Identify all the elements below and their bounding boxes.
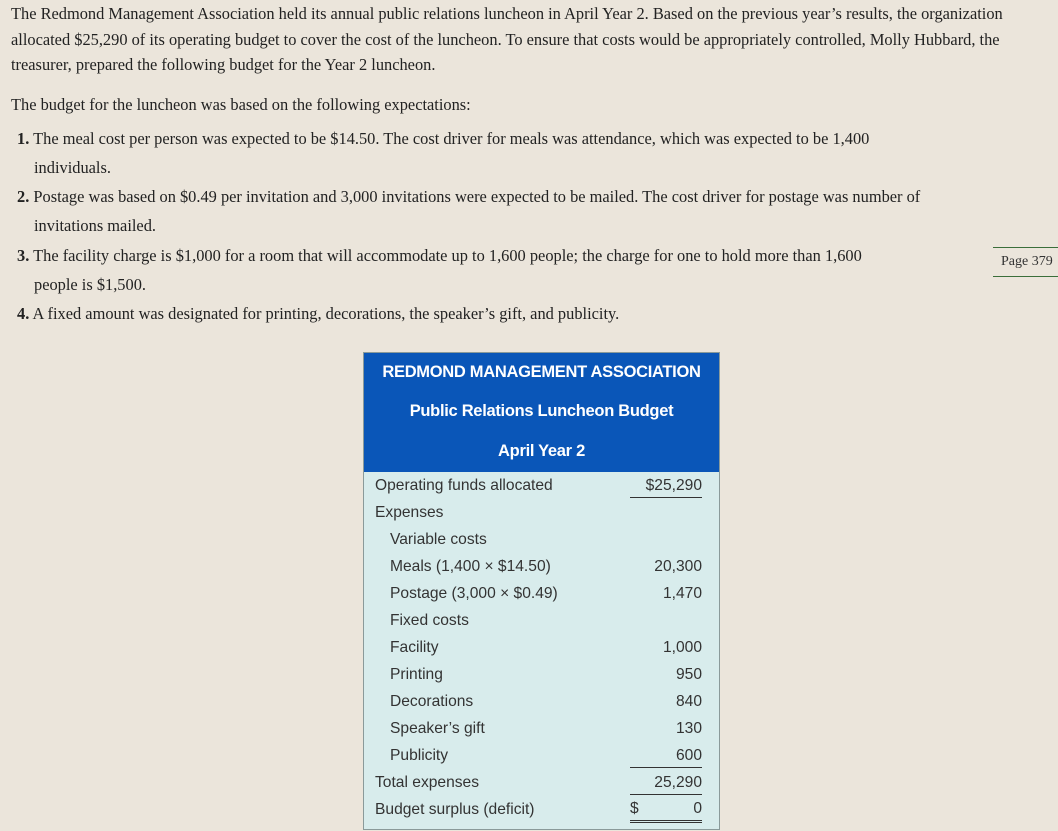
budget-row-speakers-gift (364, 716, 719, 743)
budget-period: April Year 2 (498, 441, 585, 460)
budget-row-postage (364, 581, 719, 608)
row-label: Variable costs (390, 531, 487, 549)
expectation-item-4 (17, 299, 1052, 328)
intro-paragraph: The Redmond Management Association held its annual public relations luncheon in April Year 2. Based on the previous year’s results, the organization allocated $25,290 of its operating budget to cover the cost of the luncheon. To ensure that costs would be appropriately controlled, Molly Hubbard, the treasurer, prepared the following budget for the Year 2 luncheon. (11, 4, 1003, 74)
row-label: Meals (1,400 × $14.50) (390, 558, 551, 576)
item-text: The facility charge is $1,000 for a room that will accommodate up to 1,600 people; the charge for one to hold more than 1,600 (33, 246, 862, 265)
budget-row-facility (364, 635, 719, 662)
row-amount: 25,290 (630, 772, 702, 795)
row-amount: 0 (693, 799, 702, 817)
item-number: 3. (17, 246, 30, 265)
row-label: Postage (3,000 × $0.49) (390, 585, 558, 603)
row-amount: $25,290 (630, 475, 702, 498)
item-text-continued: people is $1,500. (34, 275, 146, 294)
budget-row-total-expenses (364, 770, 719, 797)
row-label: Fixed costs (390, 612, 469, 630)
row-label: Facility (390, 639, 439, 657)
item-number: 2. (17, 187, 30, 206)
row-label: Operating funds allocated (375, 477, 553, 495)
row-amount: 130 (675, 720, 702, 738)
budget-subtitle: Public Relations Luncheon Budget (409, 402, 674, 421)
page-marker: Page 379 (993, 247, 1058, 277)
budget-row-fixed-costs (364, 608, 719, 635)
item-number: 4. (17, 304, 30, 323)
budget-row-meals (364, 554, 719, 581)
expectation-item-1 (17, 124, 1052, 182)
expectation-item-3 (17, 241, 1052, 299)
row-amount: 1,000 (662, 639, 702, 657)
item-number: 1. (17, 129, 30, 148)
row-label: Decorations (390, 693, 474, 711)
row-amount-cell (630, 798, 702, 823)
expectation-item-2 (17, 182, 1052, 240)
row-label: Printing (390, 666, 443, 684)
expectations-heading: The budget for the luncheon was based on the following expectations: (11, 95, 471, 114)
budget-row-printing (364, 662, 719, 689)
item-text: Postage was based on $0.49 per invitation and 3,000 invitations were expected to be mailed. The cost driver for postage was number of (33, 187, 921, 206)
budget-table (363, 352, 720, 830)
budget-row-variable-costs (364, 527, 719, 554)
budget-header (364, 353, 719, 472)
item-text: The meal cost per person was expected to be $14.50. The cost driver for meals was attendance, which was expected to be 1,400 (33, 129, 870, 148)
budget-body (364, 472, 719, 829)
row-label: Expenses (375, 504, 444, 522)
row-amount: 950 (675, 666, 702, 684)
item-text-continued: invitations mailed. (34, 216, 157, 235)
row-label: Total expenses (375, 774, 480, 792)
budget-row-expenses (364, 500, 719, 527)
dollar-sign: $ (630, 799, 639, 817)
item-text-continued: individuals. (34, 158, 111, 177)
row-label: Speaker’s gift (390, 720, 485, 738)
row-label: Publicity (390, 747, 449, 765)
budget-row-decorations (364, 689, 719, 716)
item-text: A fixed amount was designated for printing, decorations, the speaker’s gift, and publicity. (32, 304, 620, 323)
row-amount: 600 (630, 745, 702, 768)
row-amount: 840 (675, 693, 702, 711)
row-amount: 1,470 (662, 585, 702, 603)
row-label: Budget surplus (deficit) (375, 801, 535, 819)
budget-row-operating-funds (364, 473, 719, 500)
budget-row-publicity (364, 743, 719, 770)
budget-row-surplus (364, 797, 719, 824)
budget-title: REDMOND MANAGEMENT ASSOCIATION (382, 363, 701, 381)
row-amount: 20,300 (654, 558, 702, 576)
